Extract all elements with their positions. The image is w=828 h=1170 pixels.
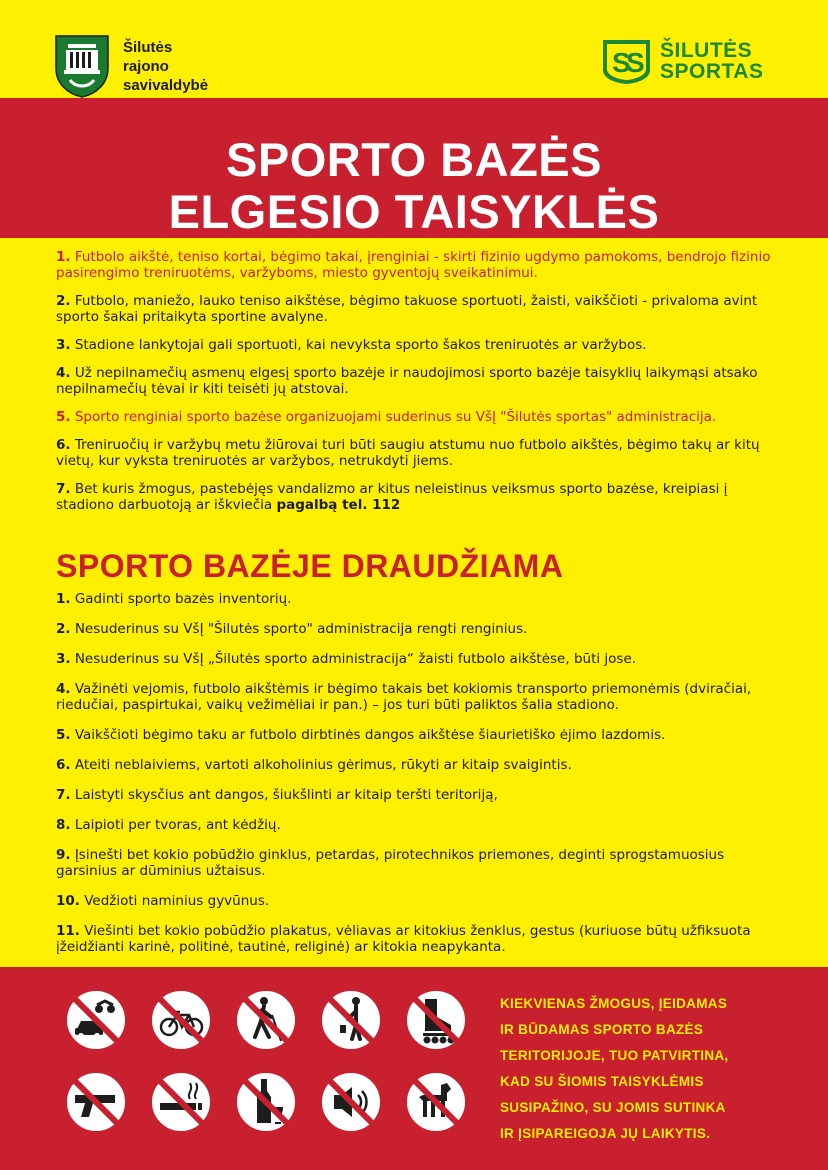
rule-number: 6. (56, 437, 71, 453)
no-dogs-icon (401, 1067, 471, 1137)
page-title-line-2: ELGESIO TAISYKLĖS (168, 185, 660, 238)
municipality-name (123, 38, 208, 95)
prohibited-text: Laipioti per tvoras, ant kėdžių. (70, 817, 281, 833)
prohibited-text: Nesuderinus su VšĮ "Šilutės sporto" administracija rengti renginius. (70, 621, 528, 637)
prohibited-text: Laistyti skysčius ant dangos, šiukšlinti ar kitaip teršti teritoriją, (70, 787, 498, 803)
rule-item (56, 481, 786, 513)
prohibited-text: Viešinti bet kokio pobūdžio plakatus, vėliavas ar kitokius ženklus, gestus (kuriuose būtų užfiksuota įžeidžianti karinė, politinė, tautinė, religinė) ar kitokia neapykanta. (56, 923, 751, 955)
notice-line: SUSIPAŽINO, SU JOMIS SUTINKA (500, 1100, 726, 1115)
prohibited-number: 2. (56, 621, 71, 637)
rule-text: Treniruočių ir varžybų metu žiūrovai turi būti saugiu atstumu nuo futbolo aikštės, bėgimo takų ar kitų vietų, kur vyksta treniruotės ar varžybos, netrukdyti jiems. (56, 437, 760, 469)
rule-number: 5. (56, 409, 71, 425)
rule-text: Futbolo aikštė, teniso kortai, bėgimo takai, įrenginiai - skirti fizinio ugdymo pamokoms, bendrojo fizinio pasirengimo treniruotėms, varžyboms, miesto gyventojų sveikatinimui. (56, 249, 771, 281)
brand-name (660, 40, 763, 82)
prohibited-item (56, 893, 786, 909)
agreement-notice (500, 991, 800, 1147)
prohibited-item (56, 591, 786, 607)
brand-line: ŠILUTĖS (660, 39, 753, 62)
svg-text:S: S (612, 47, 631, 78)
rule-item (56, 293, 786, 325)
no-alcohol-icon (231, 1067, 301, 1137)
no-motor-vehicles-icon (61, 985, 131, 1055)
notice-line: IR BŪDAMAS SPORTO BAZĖS (500, 1022, 704, 1037)
silutes-sportas-logo-icon (599, 36, 654, 86)
no-weapons-icon (61, 1067, 131, 1137)
prohibited-number: 3. (56, 651, 71, 667)
prohibited-item (56, 923, 786, 955)
rule-item (56, 437, 786, 469)
prohibited-list (56, 591, 786, 969)
prohibited-number: 5. (56, 727, 71, 743)
municipality-line: rajono (123, 58, 169, 75)
prohibited-item (56, 651, 786, 667)
municipality-line: Šilutės (123, 39, 173, 56)
svg-text:S: S (626, 47, 645, 78)
prohibited-number: 9. (56, 847, 71, 863)
no-smoking-icon (146, 1067, 216, 1137)
prohibited-item (56, 727, 786, 743)
prohibited-title: SPORTO BAZĖJE DRAUDŽIAMA (56, 548, 564, 584)
prohibited-item (56, 817, 786, 833)
rule-text: Bet kuris žmogus, pastebėjęs vandalizmo ar kitus neleistinus veiksmus sporto bazėse, kreipiasi į stadiono darbuotoją ar iškviečia (56, 481, 728, 513)
prohibited-text: Vedžioti naminius gyvūnus. (79, 893, 270, 909)
prohibited-item (56, 757, 786, 773)
rule-text: Futbolo, maniežo, lauko teniso aikštėse, bėgimo takuose sportuoti, žaisti, vaikščioti - privaloma avint sporto šakai pritaikyta sportine avalyne. (56, 293, 758, 325)
prohibited-text: Gadinti sporto bazės inventorių. (70, 591, 292, 607)
notice-line: TERITORIJOJE, TUO PATVIRTINA, (500, 1048, 729, 1063)
prohibited-text: Važinėti vejomis, futbolo aikštėmis ir bėgimo takais bet kokiomis transporto priemonėmis (dviračiai, riedučiai, paspirtukai, vaikų vežimėliai ir pan.) – jos turi būti paliktos šalia stadiono. (56, 681, 752, 713)
rule-text: Už nepilnamečių asmenų elgesį sporto bazėje ir naudojimosi sporto bazėje taisyklių laikymąsi atsako nepilnamečių tėvai ir kiti teisėti jų atstovai. (56, 365, 758, 397)
rule-item (56, 249, 786, 281)
prohibited-text: Ateiti neblaiviems, vartoti alkoholinius gėrimus, rūkyti ar kitaip svaigintis. (70, 757, 572, 773)
prohibited-number: 4. (56, 681, 71, 697)
no-loud-sound-icon (316, 1067, 386, 1137)
no-rollerblades-icon (401, 985, 471, 1055)
prohibited-number: 11. (56, 923, 80, 939)
rule-item (56, 409, 786, 425)
bottom-band (0, 967, 828, 1170)
rule-number: 4. (56, 365, 71, 381)
rule-number: 7. (56, 481, 71, 497)
rule-item (56, 337, 786, 353)
no-walking-poles-icon (231, 985, 301, 1055)
prohibited-text: Įsinešti bet kokio pobūdžio ginklus, petardas, pirotechnikos priemones, deginti sprogstamuosius garsinius ar dūminius užtaisus. (56, 847, 725, 879)
prohibited-number: 7. (56, 787, 71, 803)
prohibited-text: Nesuderinus su VšĮ „Šilutės sporto administracija“ žaisti futbolo aikštėse, būti jose. (70, 651, 637, 667)
page-title-line-1: SPORTO BAZĖS (226, 133, 602, 186)
notice-line: KIEKVIENAS ŽMOGUS, ĮEIDAMAS (500, 996, 728, 1011)
header (0, 0, 828, 98)
no-littering-icon (316, 985, 386, 1055)
prohibited-number: 10. (56, 893, 80, 909)
rule-number: 2. (56, 293, 71, 309)
prohibited-item (56, 787, 786, 803)
prohibited-item (56, 847, 786, 879)
notice-line: IR ĮSIPAREIGOJA JŲ LAIKYTIS. (500, 1126, 711, 1141)
prohibited-number: 1. (56, 591, 71, 607)
emergency-phone: pagalbą tel. 112 (276, 497, 401, 513)
prohibited-number: 6. (56, 757, 71, 773)
title-band (0, 98, 828, 238)
notice-line: KAD SU ŠIOMIS TAISYKLĖMIS (500, 1074, 704, 1089)
municipality-crest-icon (54, 34, 110, 98)
prohibited-number: 8. (56, 817, 71, 833)
municipality-line: savivaldybė (123, 77, 209, 94)
prohibited-text: Vaikščioti bėgimo taku ar futbolo dirbtinės dangos aikštėse šiaurietiško ėjimo lazdomis. (70, 727, 666, 743)
brand-line: SPORTAS (660, 60, 764, 83)
rule-text: Sporto renginiai sporto bazėse organizuojami suderinus su VšĮ "Šilutės sportas" administracija. (70, 409, 717, 425)
prohibited-item (56, 621, 786, 637)
rule-number: 1. (56, 249, 71, 265)
rule-item (56, 365, 786, 397)
rule-text: Stadione lankytojai gali sportuoti, kai nevyksta sporto šakos treniruotės ar varžybos. (70, 337, 647, 353)
prohibited-item (56, 681, 786, 713)
rule-number: 3. (56, 337, 71, 353)
no-bicycles-icon (146, 985, 216, 1055)
rules-list (56, 249, 786, 525)
